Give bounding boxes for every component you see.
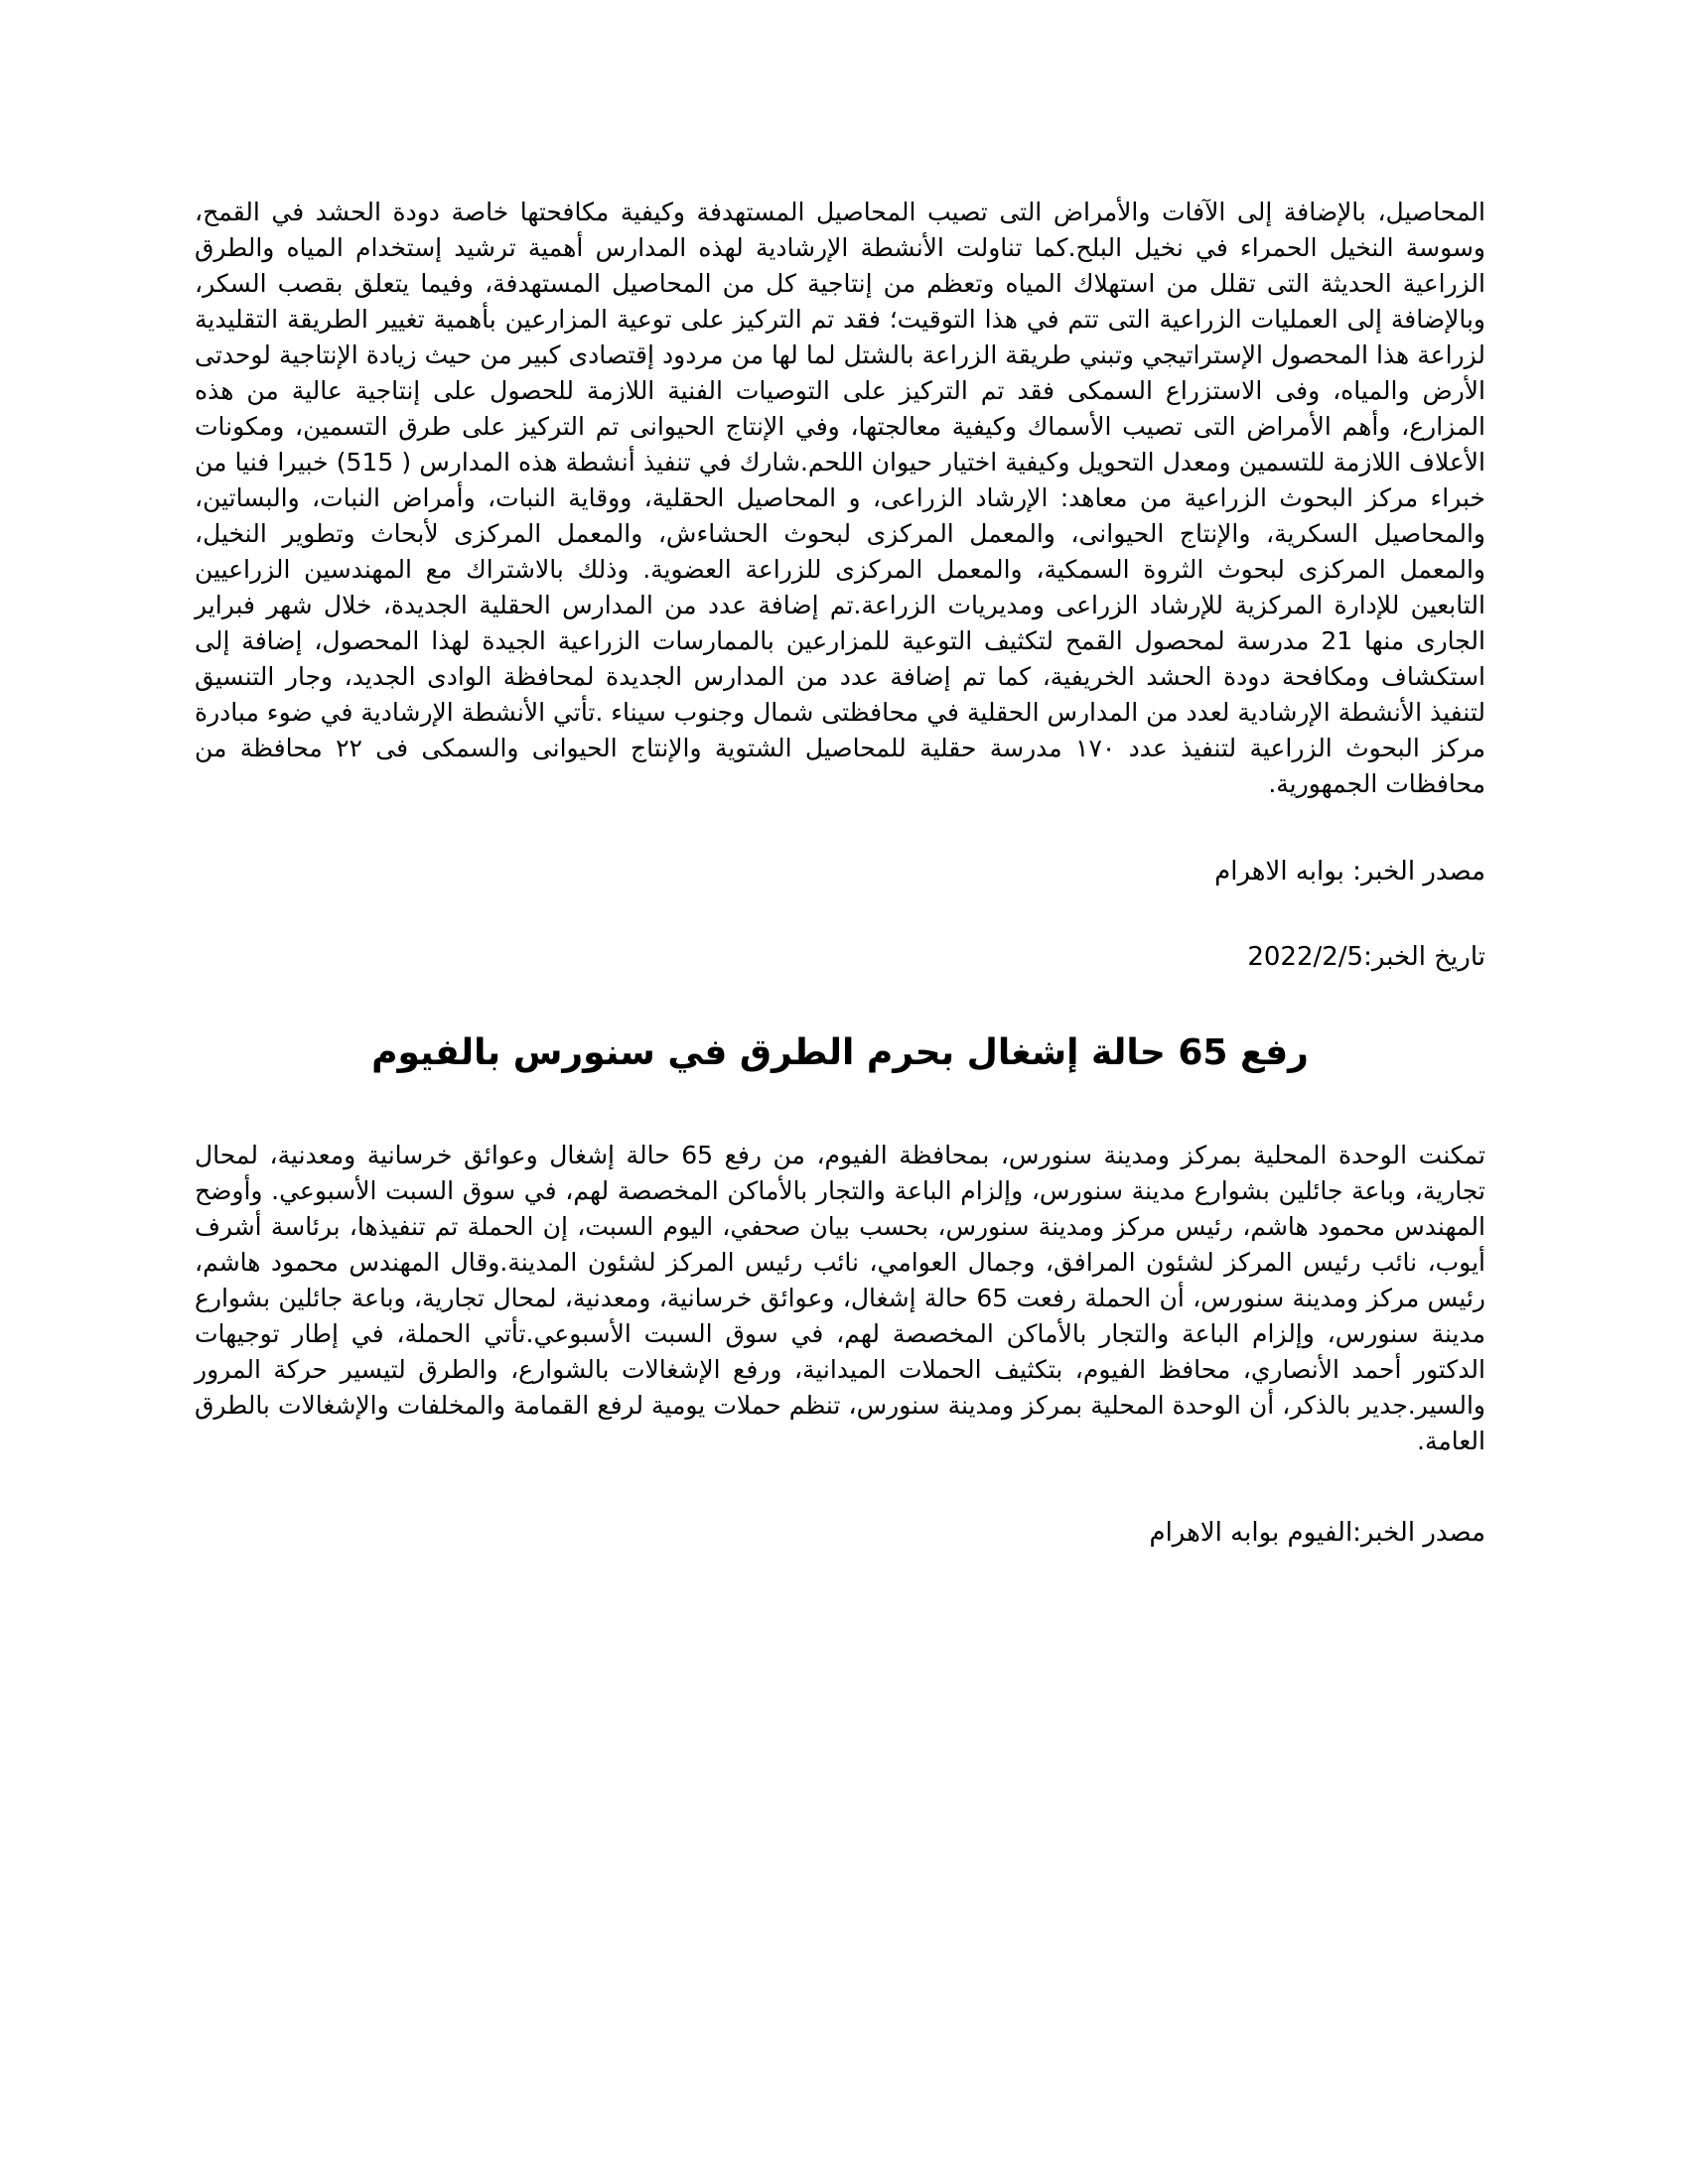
- article-1-body: المحاصيل، بالإضافة إلى الآفات والأمراض التى تصيب المحاصيل المستهدفة وكيفية مكافحتها خاصة دودة الحشد في القمح، وسوسة النخيل الحمراء في نخيل البلح.كما تناولت الأنشطة الإرشادية لهذه المدارس أهمية ترشيد إستخدام المياه والطرق الزراعية الحديثة التى تقلل من استهلاك المياه وتعظم من إنتاجية كل من المحاصيل المستهدفة، وفيما يتعلق بقصب السكر، وبالإضافة إلى العمليات الزراعية التى تتم في هذا التوقيت؛ فقد تم التركيز على توعية المزارعين بأهمية تغيير الطريقة التقليدية لزراعة هذا المحصول الإستراتيجي وتبني طريقة الزراعة بالشتل لما لها من مردود إقتصادى كبير من حيث زيادة الإنتاجية لوحدتى الأرض والمياه، وفى الاستزراع السمكى فقد تم التركيز على التوصيات الفنية اللازمة للحصول على إنتاجية عالية من هذه المزارع، وأهم الأمراض التى تصيب الأسماك وكيفية معالجتها، وفي الإنتاج الحيوانى تم التركيز على طرق التسمين، ومكونات الأعلاف اللازمة للتسمين ومعدل التحويل وكيفية اختيار حيوان اللحم.شارك في تنفيذ أنشطة هذه المدارس ( 515) خبيرا فنيا من خبراء مركز البحوث الزراعية من معاهد: الإرشاد الزراعى، و المحاصيل الحقلية، ووقاية النبات، وأمراض النبات، والبساتين، والمحاصيل السكرية، والإنتاج الحيوانى، والمعمل المركزى لبحوث الحشاءش، والمعمل المركزى لأبحاث وتطوير النخيل، والمعمل المركزى لبحوث الثروة السمكية، والمعمل المركزى للزراعة العضوية. وذلك بالاشتراك مع المهندسين الزراعيين التابعين للإدارة المركزية للإرشاد الزراعى ومديريات الزراعة.تم إضافة عدد من المدارس الحقلية الجديدة، خلال شهر فبراير الجارى منها 21 مدرسة لمحصول القمح لتكثيف التوعية للمزارعين بالممارسات الزراعية الجيدة لهذا المحصول، إضافة إلى استكشاف ومكافحة دودة الحشد الخريفية، كما تم إضافة عدد من المدارس الجديدة لمحافظة الوادى الجديد، وجار التنسيق لتنفيذ الأنشطة الإرشادية لعدد من المدارس الحقلية في محافظتى شمال وجنوب سيناء .تأتي الأنشطة الإرشادية في ضوء مبادرة مركز البحوث الزراعية لتنفيذ عدد ١٧٠ مدرسة حقلية للمحاصيل الشتوية والإنتاج الحيوانى والسمكى فى ٢٢ محافظة من محافظات الجمهورية.: [195, 198, 1486, 798]
- article-2-headline: رفع 65 حالة إشغال بحرم الطرق في سنورس بالفيوم: [371, 1032, 1309, 1073]
- article-2-source: [195, 1515, 1485, 1551]
- article-2-source-label: مصدر الخبر:: [1352, 1518, 1485, 1548]
- article-1-date-label: تاريخ الخبر:: [1363, 942, 1485, 972]
- article-1-source-value: بوابه الاهرام: [1214, 857, 1344, 887]
- article-1-source-label: مصدر الخبر:: [1352, 857, 1485, 887]
- document-content: [195, 195, 1485, 1551]
- article-1-date-value: 2022/2/5: [1247, 942, 1364, 972]
- article-2-source-value: الفيوم بوابه الاهرام: [1149, 1518, 1353, 1548]
- article-1-source: [195, 854, 1485, 889]
- article-2-body: تمكنت الوحدة المحلية بمركز ومدينة سنورس، بمحافظة الفيوم، من رفع 65 حالة إشغال وعوائق خرسانية ومعدنية، لمحال تجارية، وباعة جائلين بشوارع مدينة سنورس، وإلزام الباعة والتجار بالأماكن المخصصة لهم، في سوق السبت الأسبوعي. وأوضح المهندس محمود هاشم، رئيس مركز ومدينة سنورس، بحسب بيان صحفي، اليوم السبت، إن الحملة تم تنفيذها، برئاسة أشرف أيوب، نائب رئيس المركز لشئون المرافق، وجمال العوامي، نائب رئيس المركز لشئون المدينة.وقال المهندس محمود هاشم، رئيس مركز ومدينة سنورس، أن الحملة رفعت 65 حالة إشغال، وعوائق خرسانية، ومعدنية، لمحال تجارية، وباعة جائلين بشوارع مدينة سنورس، وإلزام الباعة والتجار بالأماكن المخصصة لهم، في سوق السبت الأسبوعي.تأتي الحملة، في إطار توجيهات الدكتور أحمد الأنصاري، محافظ الفيوم، بتكثيف الحملات الميدانية، ورفع الإشغالات بالشوارع، والطرق لتيسير حركة المرور والسير.جدير بالذكر، أن الوحدة المحلية بمركز ومدينة سنورس، تنظم حملات يومية لرفع القمامة والمخلفات والإشغالات بالطرق العامة.: [195, 1141, 1486, 1455]
- article-1-date: [195, 939, 1485, 975]
